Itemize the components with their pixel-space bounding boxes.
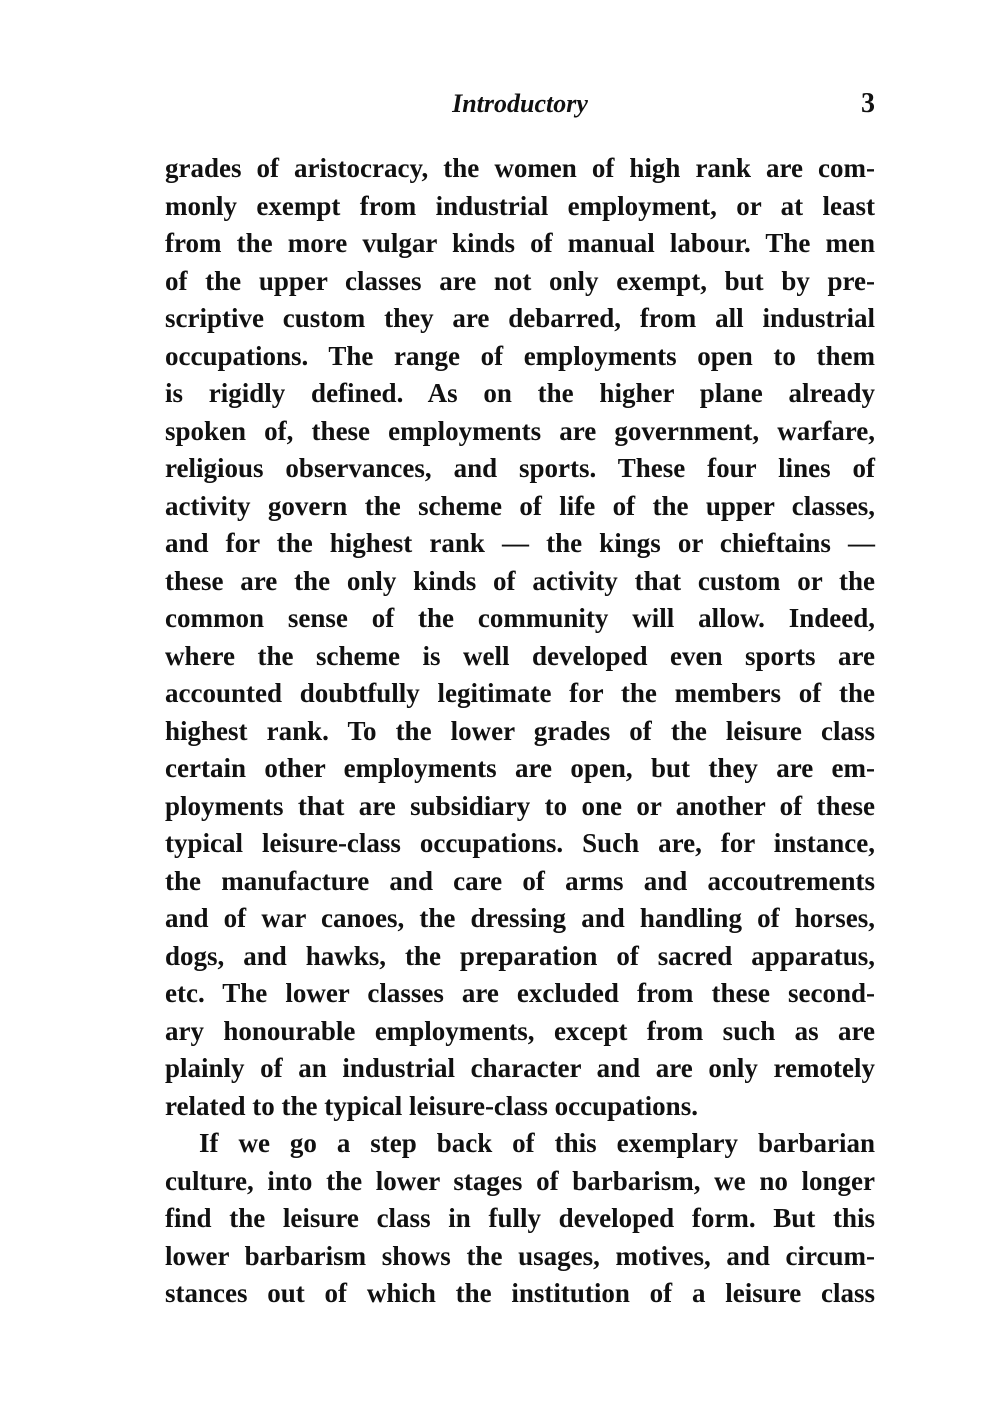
- paragraph-end-line: related to the typical leisure-class occupations.: [165, 1090, 698, 1121]
- text-line: of the upper classes are not only exempt, but by pre-: [165, 265, 875, 296]
- text-line: culture, into the lower stages of barbarism, we no longer: [165, 1165, 875, 1196]
- text-line: religious observances, and sports. These four lines of: [165, 453, 875, 483]
- text-line: these are the only kinds of activity that custom or the: [165, 565, 875, 596]
- text-line: spoken of, these employments are government, warfare,: [165, 415, 875, 446]
- paragraph-start-line: If we go a step back of this exemplary barbarian: [199, 1128, 875, 1158]
- text-line: highest rank. To the lower grades of the leisure class: [165, 715, 875, 746]
- text-line: occupations. The range of employments open to them: [165, 340, 875, 371]
- text-line: accounted doubtfully legitimate for the members of the: [165, 678, 875, 708]
- page-number: 3: [861, 88, 875, 119]
- text-line: where the scheme is well developed even sports are: [165, 640, 875, 671]
- text-line: grades of aristocracy, the women of high rank are com-: [165, 153, 875, 183]
- text-line: monly exempt from industrial employment, or at least: [165, 190, 875, 221]
- text-line: plainly of an industrial character and are only remotely: [165, 1053, 875, 1083]
- text-line: the manufacture and care of arms and accoutrements: [165, 865, 875, 896]
- text-line: dogs, and hawks, the preparation of sacred apparatus,: [165, 940, 875, 971]
- text-line: etc. The lower classes are excluded from these second-: [165, 978, 875, 1008]
- text-line: find the leisure class in fully developed form. But this: [165, 1203, 875, 1233]
- text-line: from the more vulgar kinds of manual labour. The men: [165, 228, 875, 258]
- running-title: Introductory: [452, 89, 588, 118]
- text-line: and of war canoes, the dressing and handling of horses,: [165, 903, 875, 933]
- body-text: [165, 150, 875, 1313]
- running-head: [165, 84, 875, 124]
- text-line: activity govern the scheme of life of the upper classes,: [165, 490, 875, 521]
- text-line: scriptive custom they are debarred, from all industrial: [165, 303, 875, 333]
- text-line: is rigidly defined. As on the higher plane already: [165, 378, 875, 408]
- text-line: and for the highest rank — the kings or chieftains —: [165, 528, 875, 558]
- text-line: stances out of which the institution of a leisure class: [165, 1278, 875, 1308]
- text-line: typical leisure-class occupations. Such are, for instance,: [165, 828, 875, 858]
- text-line: ployments that are subsidiary to one or another of these: [165, 790, 875, 821]
- text-line: certain other employments are open, but they are em-: [165, 753, 875, 783]
- text-line: ary honourable employments, except from such as are: [165, 1015, 875, 1046]
- text-line: lower barbarism shows the usages, motives, and circum-: [165, 1240, 875, 1271]
- text-line: common sense of the community will allow. Indeed,: [165, 603, 875, 633]
